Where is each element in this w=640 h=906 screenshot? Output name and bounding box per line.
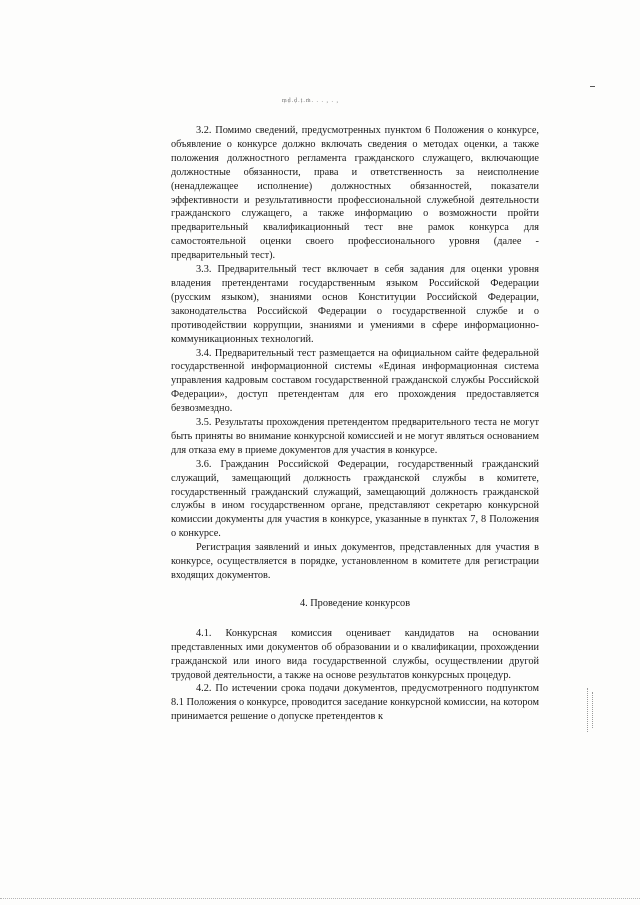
paragraph-registration: Регистрация заявлений и иных документов, представленных для участия в конкурсе, осуществляется в порядке, установленном в комитете для регистрации входящих документов.: [171, 542, 539, 581]
section-heading: 4. Проведение конкурсов: [299, 597, 411, 609]
page-header-mark: ṃḍ.ḍ.ṭ.ṁ. . . , . ,: [282, 98, 340, 104]
document-body: [171, 124, 539, 724]
scan-artifact-mark: [590, 86, 595, 87]
paragraph-3-5: 3.5. Результаты прохождения претендентом предварительного теста не могут быть приняты во внимание конкурсной комиссией и не могут являться основанием для отказа ему в приеме документов для участия в конкурсе.: [171, 417, 539, 456]
scan-edge-mark: [587, 688, 589, 732]
scan-edge-mark: [592, 692, 594, 728]
paragraph-3-2: 3.2. Помимо сведений, предусмотренных пунктом 6 Положения о конкурсе, объявление о конкурсе должно включать сведения о методах оценки, а также положения должностного регламента гражданского служащего, включающие должностные обязанности, права и ответственность за неисполнение (ненадлежащее исполнение) должностных обязанностей, показатели эффективности и результативности профессиональной служебной деятельности гражданского служащего, а также информацию о возможности пройти предварительный квалификационный тест вне рамок конкурса для самостоятельной оценки своего профессионального уровня (далее - предварительный тест).: [171, 125, 539, 262]
paragraph-3-3: 3.3. Предварительный тест включает в себя задания для оценки уровня владения претендентами государственным языком Российской Федерации (русским языком), знаниями основ Конституции Российской Федерации, законодательства Российской Федерации о государственной службе и о противодействии коррупции, знаниями и умениями в сфере информационно-коммуникационных технологий.: [171, 264, 539, 345]
paragraph-3-6: 3.6. Гражданин Российской Федерации, государственный гражданский служащий, замещающий должность гражданской службы в комитете, государственный гражданский служащий, замещающий должность гражданской службы в ином государственном органе, представляют секретарю конкурсной комиссии документы для участия в конкурсе, указанные в пунктах 7, 8 Положения о конкурсе.: [171, 458, 539, 540]
paragraph-4-2: 4.2. По истечении срока подачи документов, предусмотренного подпунктом 8.1 Положения о конкурсе, проводится заседание конкурсной комиссии, на котором принимается решение о допуске претендентов к: [171, 683, 539, 723]
paragraph-4-1: 4.1. Конкурсная комиссия оценивает кандидатов на основании представленных ими документов об образовании и о квалификации, прохождении гражданской или иного вида государственной службы, осуществлении другой трудовой деятельности, а также на основе результатов конкурсных процедур.: [171, 627, 539, 681]
paragraph-3-4: 3.4. Предварительный тест размещается на официальном сайте федеральной государственной информационной системы «Единая информационная система управления кадровым составом государственной гражданской службы Российской Федерации», доступ претендентам для его прохождения предоставляется безвозмездно.: [171, 347, 539, 415]
